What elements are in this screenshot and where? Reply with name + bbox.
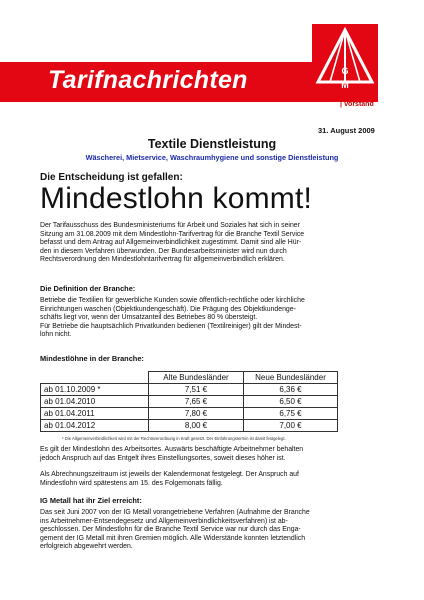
wages-heading: Mindestlöhne in der Branche:: [40, 354, 144, 363]
text-line: Es gilt der Mindestlohn des Arbeitsortes. Auswärts beschäftigte Arbeitnehmer behalten: [40, 446, 304, 453]
worksite-paragraph: [40, 446, 390, 463]
text-line: jedoch Anspruch auf das Entgelt ihres Einstellungsortes, soweit dieses höher ist.: [40, 454, 286, 462]
accounting-paragraph: [40, 471, 390, 488]
subheadline: Wäscherei, Mietservice, Waschraumhygiene und sonstige Dienstleistung: [85, 153, 339, 162]
table-header-row: [41, 372, 338, 384]
west-wage-cell: 8,00 €: [149, 420, 244, 432]
column-header-east: Neue Bundesländer: [244, 372, 338, 384]
text-line: den in diesem Verfahren überwunden. Der Bundesarbeitsminister wird nun durch: [40, 247, 287, 255]
headline: Textile Dienstleistung: [147, 137, 277, 151]
text-line: lohn nicht.: [40, 331, 72, 339]
svg-text:G: G: [341, 66, 349, 76]
text-line: Sitzung am 31.08.2009 mit dem Mindestlohn-Tarifvertrag für die Branche Textil Service: [40, 230, 305, 238]
table-row: [41, 420, 338, 432]
column-header-west: Alte Bundesländer: [149, 372, 244, 384]
text-line: erfolgreich abgewehrt werden.: [40, 543, 133, 551]
west-wage-cell: 7,65 €: [149, 396, 244, 408]
definition-paragraph: [40, 297, 390, 340]
text-line: geschlossen. Der Mindestlohn für die Branche Textil Service war nur durch das Enga-: [40, 526, 301, 534]
table-corner: [41, 372, 149, 384]
text-line: Einrichtungen waschen (Objektkundengeschäft). Die Prägung des Objektkundenge-: [40, 305, 296, 313]
east-wage-cell: 6,50 €: [244, 396, 338, 408]
text-line: schäfts liegt vor, wenn der Umsatzanteil des Betriebes 80 % übersteigt.: [40, 314, 258, 322]
text-line: Das seit Juni 2007 von der IG Metall vorangetriebene Verfahren (Aufnahme der Branche: [40, 509, 310, 516]
table-row: [41, 408, 338, 420]
text-line: gement der IG Metall mit ihren Gremien möglich. Alle Widerstände konnten letztendlich: [40, 534, 306, 542]
publication-title: Tarifnachrichten: [48, 66, 248, 94]
period-cell: ab 01.04.2011: [41, 408, 149, 420]
period-cell: ab 01.04.2010: [41, 396, 149, 408]
goal-heading: IG Metall hat ihr Ziel erreicht:: [40, 496, 142, 505]
east-wage-cell: 6,75 €: [244, 408, 338, 420]
main-headline: Mindestlohn kommt!: [40, 182, 313, 215]
table-row: [41, 396, 338, 408]
wage-table: [40, 371, 338, 432]
west-wage-cell: 7,51 €: [149, 384, 244, 396]
svg-text:I: I: [343, 52, 347, 63]
east-wage-cell: 7,00 €: [244, 420, 338, 432]
wages-footnote: * Die Allgemeinverbindlichkeit wird mit der Rechtsverordnung in Kraft gesetzt. Der Einführungstermin ist damit festgelegt.: [62, 436, 286, 441]
kicker: Die Entscheidung ist gefallen:: [40, 172, 183, 183]
text-line: Rechtsverordnung den Mindestlohntarifvertrag für allgemeinverbindlich erklären.: [40, 256, 285, 264]
intro-paragraph: [40, 222, 390, 265]
period-cell: ab 01.04.2012: [41, 420, 149, 432]
goal-paragraph: [40, 509, 390, 552]
period-cell: ab 01.10.2009 *: [41, 384, 149, 396]
text-line: Der Tarifausschuss des Bundesministeriums für Arbeit und Soziales hat sich in seiner: [40, 222, 300, 229]
text-line: Betriebe die Textilien für gewerbliche Kunden sowie öffentlich-rechtliche oder kirchliche: [40, 297, 305, 304]
text-line: Mindestlohn wird spätestens am 15. des Folgemonats fällig.: [40, 479, 223, 487]
ig-metall-logo: [312, 24, 378, 102]
text-line: Für Betriebe die hauptsächlich Privatkunden bedienen (Textilreiniger) gilt der Mindest-: [40, 322, 302, 330]
west-wage-cell: 7,80 €: [149, 408, 244, 420]
east-wage-cell: 6,36 €: [244, 384, 338, 396]
text-line: Als Abrechnungszeitraum ist jeweils der Kalendermonat festgelegt. Der Anspruch auf: [40, 471, 299, 478]
text-line: ins Arbeitnehmer-Entsendegesetz und Allgemeinverbindlichkeitsverfahren) ist ab-: [40, 517, 288, 525]
org-unit-label: | Vorstand: [340, 101, 374, 108]
svg-text:M: M: [341, 80, 349, 90]
text-line: befasst und dem Antrag auf Allgemeinverbindlichkeit zugestimmt. Damit sind alle Hür-: [40, 239, 302, 247]
definition-heading: Die Definition der Branche:: [40, 284, 136, 293]
table-row: [41, 384, 338, 396]
issue-date: 31. August 2009: [318, 126, 375, 135]
